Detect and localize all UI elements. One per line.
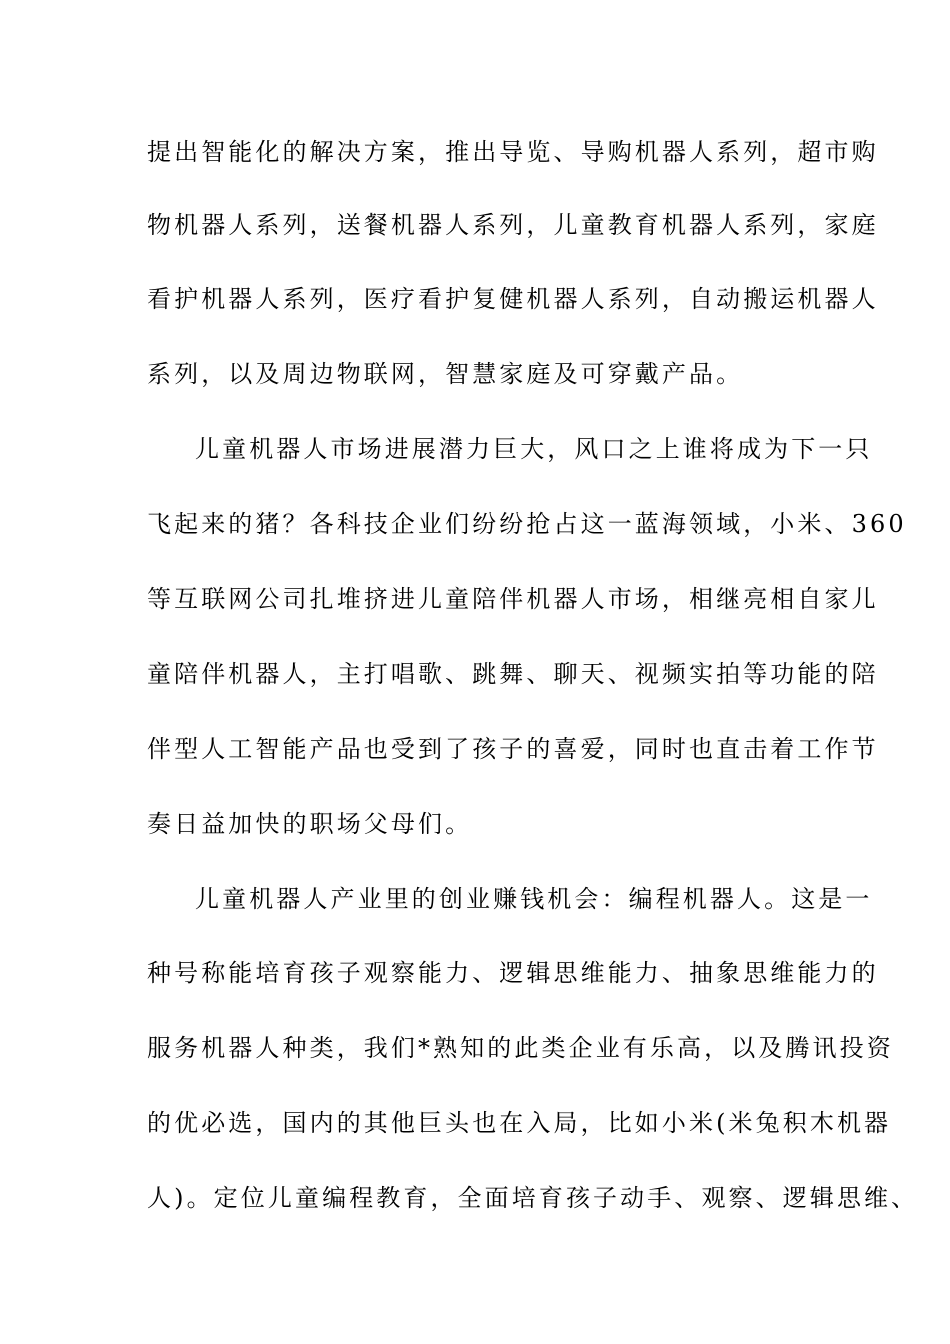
text-line: 人)。定位儿童编程教育，全面培育孩子动手、观察、逻辑思维、 xyxy=(147,1184,919,1212)
text-line: 看护机器人系列，医疗看护复健机器人系列，自动搬运机器人 xyxy=(147,285,879,313)
text-line: 飞起来的猪？各科技企业们纷纷抢占这一蓝海领域，小米、360 xyxy=(147,510,907,538)
text-line: 伴型人工智能产品也受到了孩子的喜爱，同时也直击着工作节 xyxy=(147,735,879,763)
text-line: 提出智能化的解决方案，推出导览、导购机器人系列，超市购 xyxy=(147,138,879,166)
text-line: 服务机器人种类，我们*熟知的此类企业有乐高，以及腾讯投资 xyxy=(147,1034,894,1062)
text-line: 儿童机器人产业里的创业赚钱机会：编程机器人。这是一 xyxy=(195,885,873,913)
text-line: 系列，以及周边物联网，智慧家庭及可穿戴产品。 xyxy=(147,360,744,388)
text-line: 奏日益加快的职场父母们。 xyxy=(147,810,473,838)
text-line: 种号称能培育孩子观察能力、逻辑思维能力、抽象思维能力的 xyxy=(147,959,879,987)
text-line: 的优必选，国内的其他巨头也在入局，比如小米(米兔积木机器 xyxy=(147,1109,892,1137)
text-line: 等互联网公司扎堆挤进儿童陪伴机器人市场，相继亮相自家儿 xyxy=(147,585,879,613)
text-line: 童陪伴机器人，主打唱歌、跳舞、聊天、视频实拍等功能的陪 xyxy=(147,660,879,688)
text-line: 儿童机器人市场进展潜力巨大，风口之上谁将成为下一只 xyxy=(195,435,873,463)
text-line: 物机器人系列，送餐机器人系列，儿童教育机器人系列，家庭 xyxy=(147,211,879,239)
